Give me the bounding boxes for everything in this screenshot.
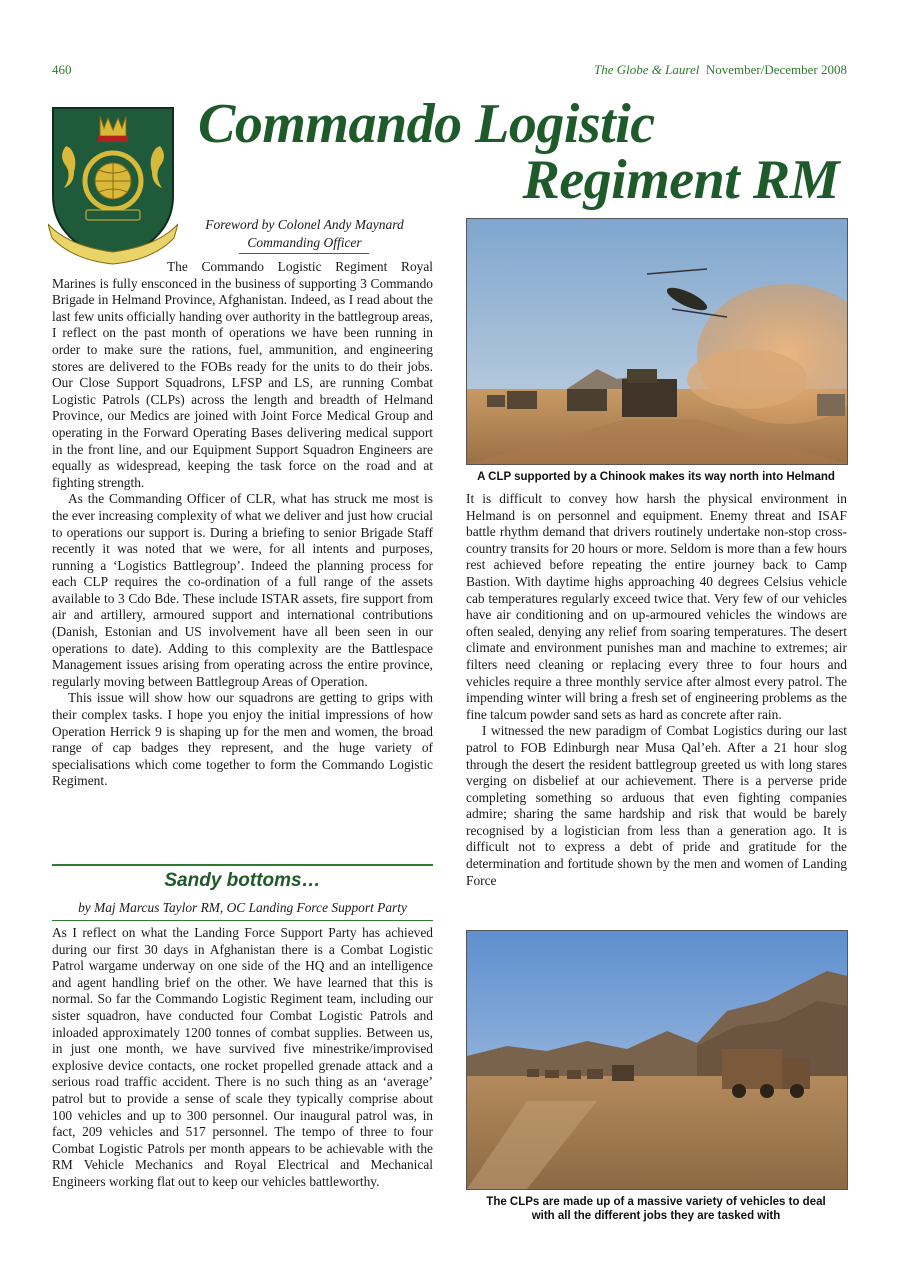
article-paragraph: The Commando Logistic Regiment Royal Marines is fully ensconced in the business of supporting 3 Commando Brigade in Helmand Province, Afghanistan. Indeed, as I read about the last few units officially handing over authority in the battlegroup areas, I reflect on the past month of operations we have been running in order to make sure the rations, fuel, ammunition, and engineering stores are delivered to the FOBs ready for the units to do their jobs. Our Close Support Squadrons, LFSP and LS, are running Combat Logistic Patrols (CLPs) across the length and breadth of Helmand Province, our Medics are joined with Joint Force Medical Group and operating in the Forward Operating Bases delivering medical support in the front line, and our Equipment Support Squadron Engineers are equally as widespread, keeping the task force on the road and at fighting strength. [52, 259, 433, 490]
byline-rule [52, 920, 433, 921]
photo2-caption-line-2: with all the different jobs they are tasked with [531, 1210, 781, 1222]
page-number: 460 [52, 62, 72, 77]
photo1-caption: A CLP supported by a Chinook makes its way north into Helmand [477, 471, 835, 483]
article-paragraph: This issue will show how our squadrons are getting to grips with their complex tasks. I hope you enjoy the initial impressions of how Operation Herrick 9 is shaping up for the men and women, the broad range of cap badges they represent, and the huge variety of specialisations which come together to form the Commando Logistic Regiment. [52, 690, 433, 789]
section-heading: Sandy bottoms… [164, 870, 321, 891]
foreword-role: Commanding Officer [247, 235, 362, 250]
foreword-author: Foreword by Colonel Andy Maynard [205, 217, 404, 232]
section-byline: by Maj Marcus Taylor RM, OC Landing Force Support Party [78, 900, 407, 915]
issue-date: November/December 2008 [705, 62, 847, 77]
section-paragraph: As I reflect on what the Landing Force Support Party has achieved during our first 30 days in Afghanistan there is a Combat Logistic Patrol wargame underway on one side of the HQ and an intelligence and agent handling brief on the other. We have learned that this is normal. So far the Commando Logistic Regiment team, including our sister squadron, have conducted four Combat Logistic Patrols and inloaded approximately 1200 tonnes of combat supplies. Between us, in just one month, we have survived five minestrike/improvised explosive device contacts, one rocket propelled grenade attack and a serious road traffic accident. There is no such thing as an ‘average’ patrol but to provide a sense of scale they typically comprise about 100 vehicles and up to 300 personnel. Our inaugural patrol was, in fact, 209 vehicles and 517 personnel. The tempo of three to four Combat Logistic Patrols per month appears to be achievable with the RM Vehicle Mechanics and Royal Electrical and Mechanical Engineers working flat out to keep our vehicles battleworthy. [52, 925, 433, 1189]
foreword-credit [192, 216, 417, 252]
desert-convoy-photo [466, 930, 848, 1190]
right-column-article [466, 491, 847, 889]
journal-name: The Globe & Laurel [594, 62, 700, 77]
title-line-1: Commando Logistic [198, 93, 655, 155]
journal-header [594, 62, 847, 78]
photo2-caption [466, 1195, 846, 1223]
article-paragraph: As the Commanding Officer of CLR, what has struck me most is the ever increasing complexity of what we deliver and just how crucial to operations our support is. During a briefing to senior Brigade Staff recently it was noted that we were, for all intents and purposes, running a ‘Logistics Battlegroup’. Indeed the planning process for each CLP requires the co-ordination of a full range of the assets available to 3 Cdo Bde. These include ISTAR assets, fire support from air and artillery, armoured support and international contributions (Danish, Estonian and US involvement have all been seen in our operations to date). Adding to this complexity are the Battlespace Management issues arising from operating across the entire province, regularly moving between Battlegroup Areas of Operation. [52, 491, 433, 689]
section-article [52, 925, 433, 1191]
title-line-2: Regiment RM [522, 149, 839, 211]
photo2-caption-line-1: The CLPs are made up of a massive variety of vehicles to deal [486, 1196, 826, 1208]
right-paragraph: I witnessed the new paradigm of Combat Logistics during our last patrol to FOB Edinburgh near Musa Qal’eh. After a 21 hour slog through the desert the resident battlegroup greeted us with long stares verging on disbelief at our achievement. There is a perverse pride completing something so arduous that even fighting companies admire; sharing the same hardship and risk that would be barely recognised by a logistician from less than a generation ago. It is difficult not to express a debt of pride and gratitude for the determination and fortitude shown by the men and women of Landing Force [466, 723, 847, 888]
royal-marines-crest-icon [48, 106, 178, 266]
foreword-article [52, 259, 433, 790]
chinook-convoy-photo [466, 218, 848, 465]
foreword-rule [239, 253, 369, 254]
section-divider [52, 864, 433, 866]
right-paragraph: It is difficult to convey how harsh the physical environment in Helmand is on personnel and equipment. Enemy threat and ISAF battle rhythm demand that drivers routinely undertake non-stop cross-country transits for 20 hours or more. Seldom is more than a few hours rest achieved before repeating the entire journey back to Camp Bastion. With daytime highs approaching 40 degrees Celsius vehicle cab temperatures regularly exceed twice that. Very few of our vehicles have air conditioning and on up-armoured vehicles the windows are often sealed, denying any relief from soaring temperatures. The desert climate and environment punishes man and machine to extremes; air filters need cleaning or replacing every three to four hours and vehicles require a three monthly service after almost every patrol. The impending winter will bring a fresh set of engineering problems as the fine talcum powder sand sets as hard as concrete after rain. [466, 491, 847, 722]
